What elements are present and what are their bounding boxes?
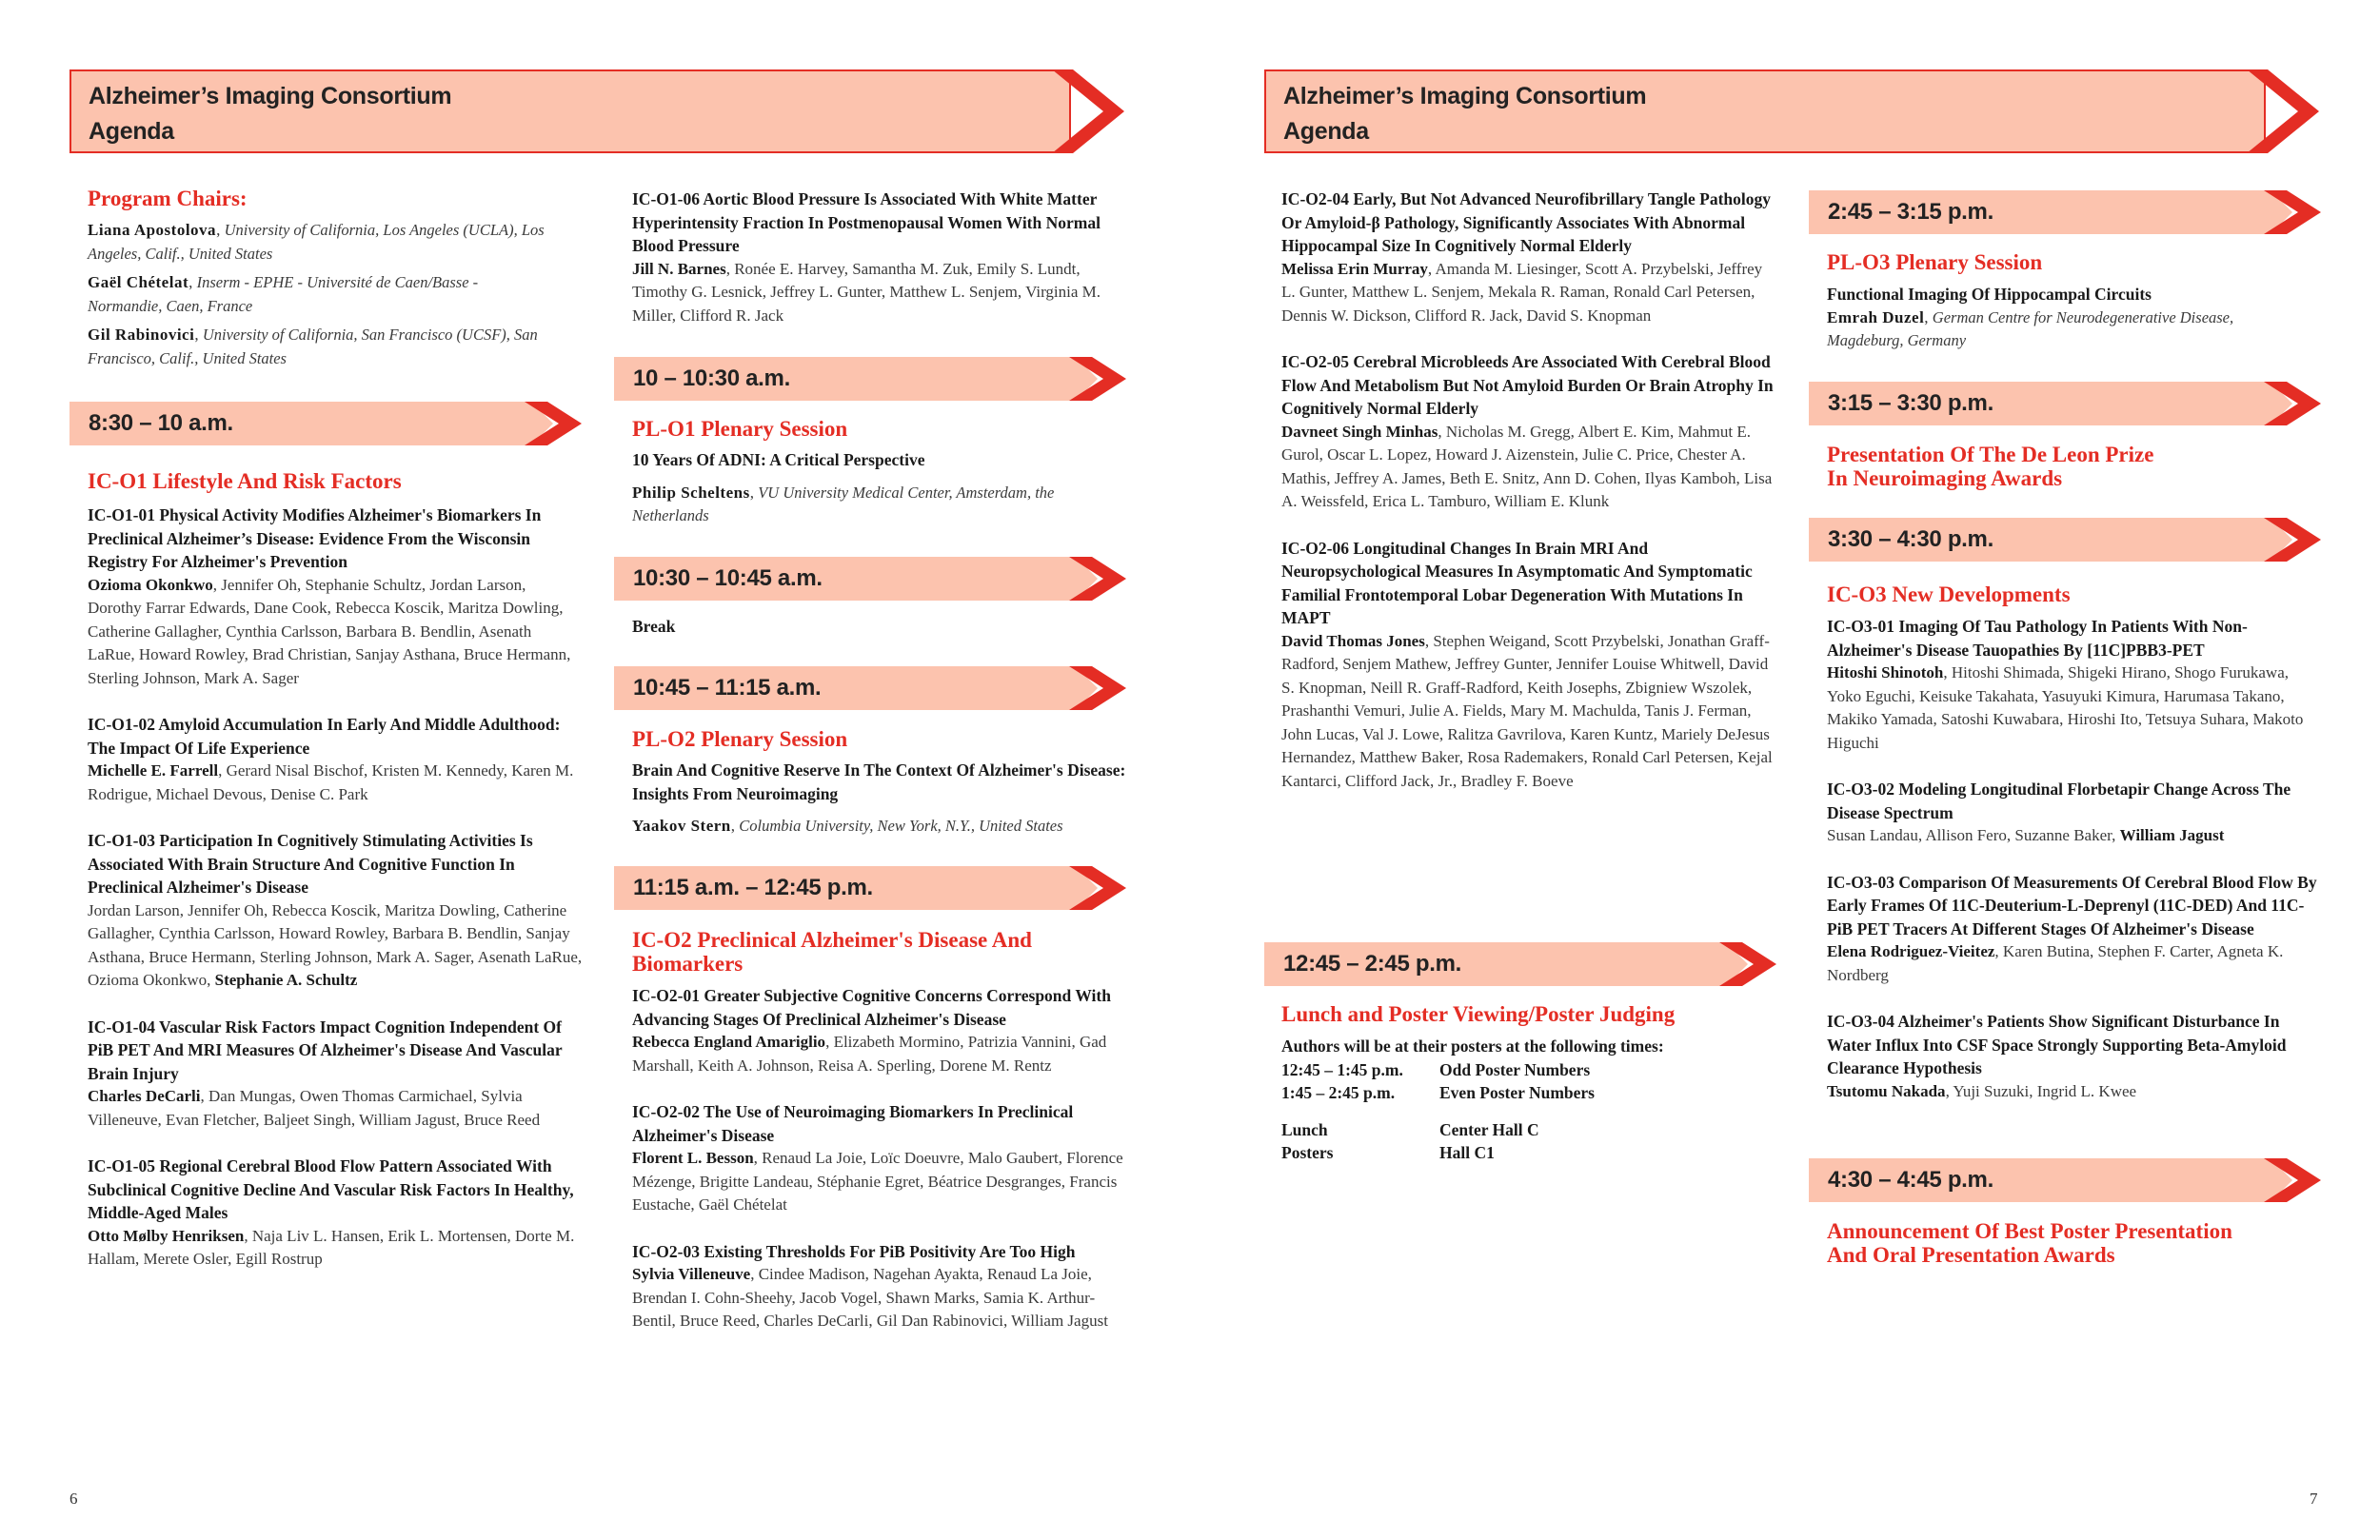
table-row: [1281, 1105, 1595, 1142]
ic02-continued: [1281, 188, 1776, 793]
presenter-name: Sylvia Villeneuve: [632, 1265, 751, 1283]
table-row: [1281, 1141, 1595, 1165]
presenter-name: Jill N. Barnes: [632, 259, 726, 278]
coauthors: Jordan Larson, Jennifer Oh, Rebecca Koscik, Maritza Dowling, Catherine Gallagher, Cynthia Carlsson, Howard Rowley, Barbara B. Bendlin, Sanjay Asthana, Bruce Hermann, Sterling Johnson, Mark A. Sager, Asenath LaRue, Ozioma Okonkwo,: [88, 900, 583, 989]
abstract-authors: [1281, 630, 1776, 794]
plenary-title: Brain And Cognitive Reserve In The Context Of Alzheimer's Disease: Insights From Neuroimaging: [632, 760, 1126, 803]
ic01-block: [88, 469, 583, 1272]
abstract-item: [1827, 615, 2322, 755]
coauthors: , Naja Liv L. Hansen, Erik L. Mortensen, Dorte M. Hallam, Merete Osler, Egill Rostrup: [88, 1226, 575, 1268]
abstract-authors: [88, 1225, 583, 1272]
speaker-affiliation: VU University Medical Center, Amsterdam, the Netherlands: [632, 483, 1055, 524]
speaker-separator: ,: [1924, 307, 1933, 326]
coauthors: , Karen Butina, Stephen F. Carter, Agneta K. Nordberg: [1827, 942, 2284, 984]
coauthors: , Dan Mungas, Owen Thomas Carmichael, Sylvia Villeneuve, Evan Fletcher, Baljeet Singh, William Jagust, Bruce Reed: [88, 1087, 541, 1129]
table-cell: Lunch: [1281, 1119, 1328, 1139]
speaker-name: Philip Scheltens: [632, 483, 750, 502]
speaker-separator: ,: [749, 483, 759, 502]
time-bar-330: [1809, 518, 2323, 562]
time-label: 4:30 – 4:45 p.m.: [1828, 1167, 1993, 1193]
header-title-line2: Agenda: [89, 118, 174, 145]
pl02-block: [632, 727, 1127, 839]
presenter-name: Elena Rodriguez-Vieitez: [1827, 942, 1995, 960]
time-bar-1115: [614, 866, 1128, 910]
coauthors: , Cindee Madison, Nagehan Ayakta, Renaud La Joie, Brendan I. Cohn-Sheehy, Jacob Vogel, Shawn Marks, Samia K. Arthur-Bentil, Bruce Reed, Charles DeCarli, Gil Dan Rabinovici, William Jagust: [632, 1265, 1108, 1330]
deleon-prize-heading: [1827, 443, 2153, 490]
abstract-authors: [1827, 824, 2322, 848]
table-cell: Even Poster Numbers: [1439, 1083, 1595, 1102]
table-cell: Odd Poster Numbers: [1439, 1059, 1591, 1079]
presenter-name: Hitoshi Shinotoh: [1827, 663, 1944, 681]
page-header-banner: [69, 69, 1126, 153]
chair-separator: ,: [188, 273, 197, 291]
page-header-banner: [1264, 69, 2321, 153]
chair-separator: ,: [216, 221, 225, 239]
time-label: 10:45 – 11:15 a.m.: [633, 675, 822, 701]
speaker-affiliation: Columbia University, New York, N.Y., United States: [739, 817, 1063, 835]
time-bar-1245: [1264, 942, 1778, 986]
plenary-title: Functional Imaging Of Hippocampal Circuits: [1827, 285, 2152, 304]
time-bar-315: [1809, 382, 2323, 425]
abstract-authors: [1281, 258, 1776, 328]
table-cell: Hall C1: [1439, 1143, 1495, 1162]
abstract-item: [1281, 188, 1776, 327]
session-heading: IC-O1 Lifestyle And Risk Factors: [88, 469, 402, 493]
abstract-item: [88, 829, 583, 993]
announcement-line2: And Oral Presentation Awards: [1827, 1243, 2115, 1267]
deleon-line1: Presentation Of The De Leon Prize: [1827, 443, 2154, 466]
abstract-authors: [88, 760, 583, 806]
speaker-name: Yaakov Stern: [632, 817, 731, 835]
presenter-name: Ozioma Okonkwo: [88, 575, 213, 594]
table-cell: 1:45 – 2:45 p.m.: [1281, 1083, 1396, 1102]
abstract-item: [88, 713, 583, 806]
presenter-name: Davneet Singh Minhas: [1281, 422, 1438, 441]
abstract-title: IC-O1-03 Participation In Cognitively Stimulating Activities Is Associated With Brain Structure And Cognitive Function In Preclinical Alzheimer's Disease: [88, 831, 533, 897]
chair-affiliation: Inserm - EPHE - Université de Caen/Basse - Normandie, Caen, France: [88, 273, 479, 315]
coauthors: , Stephen Weigand, Scott Przybelski, Jonathan Graff-Radford, Senjem Mathew, Jeffrey Gunter, Jennifer Louise Whitwell, David S. Knopman, Neill R. Graff-Radford, Keith Josephs, Zbigniew Wszolek, Prashanthi Vemuri, Julie A. Fields, Mary M. Machulda, Tanis J. Ferman, John Lucas, Val J. Lowe, Ralitza Gavrilova, Karen Kuntz, Mariely DeJesus Hernandez, Matthew Baker, Rosa Rademakers, Ronald Carl Petersen, Kejal Kantarci, Clifford Jack, Jr., Bradley F. Boeve: [1281, 631, 1773, 790]
abstract-authors: [1827, 661, 2322, 755]
session-heading: PL-O1 Plenary Session: [632, 417, 848, 441]
presenter-name: Charles DeCarli: [88, 1087, 201, 1105]
time-label: 3:30 – 4:30 p.m.: [1828, 526, 1993, 552]
announcement-heading: [1827, 1219, 2232, 1267]
coauthors: , Yuji Suzuki, Ingrid L. Kwee: [1945, 1081, 2137, 1100]
abstract-title: IC-O3-03 Comparison Of Measurements Of Cerebral Blood Flow By Early Frames Of 11C-Deuterium-L-Deprenyl (11C-DED) And 11C-PiB PET Tracers At Different Stages Of Alzheimer's Disease: [1827, 872, 2317, 938]
coauthors: , Gerard Nisal Bischof, Kristen M. Kennedy, Karen M. Rodrigue, Michael Devous, Denise C. Park: [88, 761, 574, 803]
abstract-title: IC-O2-03 Existing Thresholds For PiB Positivity Are Too High: [632, 1241, 1076, 1261]
time-bar-245: [1809, 190, 2323, 234]
abstract-title: IC-O1-06 Aortic Blood Pressure Is Associated With White Matter Hyperintensity Fraction In Postmenopausal Women With Normal Blood Pressure: [632, 189, 1101, 255]
poster-times-table: [1281, 1058, 1595, 1165]
right-page: [1190, 0, 2380, 1540]
abstract-item: [632, 1100, 1127, 1217]
chair-entry: [88, 219, 554, 266]
session-heading: IC-O3 New Developments: [1827, 582, 2071, 606]
speaker-name: Emrah Duzel: [1827, 307, 1925, 326]
speaker-affiliation: German Centre for Neurodegenerative Disease, Magdeburg, Germany: [1827, 307, 2234, 349]
lunch-block: [1281, 1002, 1776, 1165]
abstract-item: [1281, 350, 1776, 514]
coauthors: , Jennifer Oh, Stephanie Schultz, Jordan Larson, Dorothy Farrar Edwards, Dane Cook, Rebecca Koscik, Maritza Dowling, Catherine Gallagher, Cynthia Carlsson, Barbara B. Bendlin, Asenath LaRue, Howard Rowley, Brad Christian, Sanjay Asthana, Bruce Hermann, Sterling Johnson, Mark A. Sager: [88, 575, 571, 687]
table-row: [1281, 1081, 1595, 1105]
time-label: 3:15 – 3:30 p.m.: [1828, 390, 1993, 416]
presenter-name: David Thomas Jones: [1281, 631, 1425, 650]
header-title-line1: Alzheimer’s Imaging Consortium: [1283, 83, 1647, 109]
time-bar-1045: [614, 666, 1128, 710]
plenary-speaker: [1827, 306, 2293, 353]
abstract-authors: [632, 1031, 1127, 1077]
abstract-item: [632, 1240, 1127, 1333]
presenter-name: Rebecca England Amariglio: [632, 1033, 826, 1051]
table-cell: Center Hall C: [1439, 1119, 1539, 1139]
coauthors: , Nicholas M. Gregg, Albert E. Kim, Mahmut E. Gurol, Oscar L. Lopez, Howard J. Aizenstein, Julie C. Price, Chester A. Mathis, Jeffrey A. James, Beth E. Snitz, Ann D. Cohen, Ilyas Kamboh, Lisa A. Weissfeld, Erica L. Tamburo, William E. Klunk: [1281, 422, 1773, 510]
abstract-authors: [632, 1263, 1127, 1333]
page-number: 6: [69, 1490, 78, 1508]
abstract-title: IC-O2-02 The Use of Neuroimaging Biomarkers In Preclinical Alzheimer's Disease: [632, 1102, 1074, 1145]
abstract-authors: [88, 899, 583, 993]
abstract-title: IC-O1-01 Physical Activity Modifies Alzheimer's Biomarkers In Preclinical Alzheimer’s Disease: Evidence From the Wisconsin Registry For Alzheimer's Prevention: [88, 505, 542, 571]
time-label: 10:30 – 10:45 a.m.: [633, 565, 823, 591]
abstract-title: IC-O3-02 Modeling Longitudinal Florbetapir Change Across The Disease Spectrum: [1827, 780, 2291, 822]
page-number: 7: [2310, 1490, 2318, 1508]
abstract-title: IC-O1-02 Amyloid Accumulation In Early And Middle Adulthood: The Impact Of Life Experience: [88, 715, 561, 758]
time-bar-1030: [614, 557, 1128, 601]
abstract-item: [88, 503, 583, 690]
abstract-item: [632, 188, 1127, 327]
abstract-authors: [632, 258, 1127, 328]
abstract-authors: [1281, 421, 1776, 514]
poster-intro: Authors will be at their posters at the following times:: [1281, 1037, 1664, 1056]
break-label: Break: [632, 617, 676, 636]
abstract-item: [1827, 871, 2322, 988]
abstract-title: IC-O2-01 Greater Subjective Cognitive Concerns Correspond With Advancing Stages Of Preclinical Alzheimer's Disease: [632, 986, 1111, 1029]
header-title: [1283, 79, 1646, 149]
plenary-speaker: [632, 815, 1127, 839]
presenter-name: Florent L. Besson: [632, 1149, 754, 1167]
header-title-line2: Agenda: [1283, 118, 1369, 145]
session-heading: PL-O3 Plenary Session: [1827, 250, 2043, 274]
ic02-block: [632, 928, 1127, 1333]
abstract-authors: [88, 1085, 583, 1132]
deleon-line2: In Neuroimaging Awards: [1827, 466, 2063, 490]
coauthors: Susan Landau, Allison Fero, Suzanne Baker,: [1827, 826, 2120, 844]
chair-affiliation: University of California, San Francisco (UCSF), San Francisco, Calif., United States: [88, 326, 538, 367]
session-heading: IC-O2 Preclinical Alzheimer's Disease And Biomarkers: [632, 928, 1032, 976]
abstract-title: IC-O2-04 Early, But Not Advanced Neurofibrillary Tangle Pathology Or Amyloid-β Pathology, Significantly Associates With Abnormal Hippocampal Size In Cognitively Normal Elderly: [1281, 189, 1772, 255]
time-bar-430: [1809, 1158, 2323, 1202]
coauthors: , Hitoshi Shimada, Shigeki Hirano, Shogo Furukawa, Yoko Eguchi, Keisuke Takahata, Yasuyuki Kimura, Harumasa Takano, Makiko Yamada, Satoshi Kuwabara, Hiroshi Ito, Tetsuya Suhara, Makoto Higuchi: [1827, 663, 2304, 752]
abstract-item: [1281, 537, 1776, 794]
coauthors: , Renaud La Joie, Loïc Doeuvre, Malo Gaubert, Florence Mézenge, Brigitte Landeau, Stéphanie Egret, Béatrice Desgranges, Francis Eustache, Gaël Chételat: [632, 1149, 1123, 1214]
presenter-name: Otto Mølby Henriksen: [88, 1226, 245, 1245]
abstract-authors: [632, 1147, 1127, 1217]
presenter-name: William Jagust: [2119, 826, 2225, 844]
coauthors: , Ronée E. Harvey, Samantha M. Zuk, Emily S. Lundt, Timothy G. Lesnick, Jeffrey L. Gunter, Matthew L. Senjem, Virginia M. Miller, Clifford R. Jack: [632, 259, 1101, 325]
pl01-block: [632, 417, 1127, 528]
chair-separator: ,: [194, 326, 203, 344]
session-heading: Lunch and Poster Viewing/Poster Judging: [1281, 1002, 1676, 1026]
table-cell: 12:45 – 1:45 p.m.: [1281, 1059, 1403, 1079]
program-chairs-heading: Program Chairs:: [88, 187, 248, 210]
abstract-item: [1827, 1010, 2322, 1103]
chair-entry: [88, 271, 554, 318]
header-title: [89, 79, 451, 149]
session-heading: PL-O2 Plenary Session: [632, 727, 848, 751]
abstract-item: [88, 1155, 583, 1272]
abstract-title: IC-O3-04 Alzheimer's Patients Show Significant Disturbance In Water Influx Into CSF Space Strongly Supporting Beta-Amyloid Clearance Hypothesis: [1827, 1012, 2287, 1077]
time-label: 8:30 – 10 a.m.: [89, 410, 233, 436]
coauthors: , Elizabeth Mormino, Patrizia Vannini, Gad Marshall, Keith A. Johnson, Reisa A. Sperling, Dorene M. Rentz: [632, 1033, 1107, 1075]
presenter-name: Tsutomu Nakada: [1827, 1081, 1946, 1100]
chair-name: Gil Rabinovici: [88, 326, 195, 344]
plenary-speaker: [632, 482, 1089, 528]
chair-entry: [88, 324, 554, 370]
abstract-title: IC-O1-05 Regional Cerebral Blood Flow Pattern Associated With Subclinical Cognitive Decline And Vascular Risk Factors In Healthy, Middle-Aged Males: [88, 1156, 574, 1222]
abstract-title: IC-O1-04 Vascular Risk Factors Impact Cognition Independent Of PiB PET And MRI Measures Of Alzheimer's Disease And Vascular Brain Injury: [88, 1017, 563, 1083]
time-label: 2:45 – 3:15 p.m.: [1828, 199, 1993, 225]
abstract-title: IC-O2-06 Longitudinal Changes In Brain MRI And Neuropsychological Measures In Asymptomatic And Symptomatic Familial Frontotemporal Lobar Degeneration With Mutations In MAPT: [1281, 538, 1753, 627]
chair-name: Liana Apostolova: [88, 221, 217, 239]
time-bar-830: [69, 402, 584, 445]
header-title-line1: Alzheimer’s Imaging Consortium: [89, 83, 452, 109]
ic03-block: [1827, 582, 2322, 1103]
presenter-name: Stephanie A. Schultz: [214, 971, 358, 989]
presenter-name: Melissa Erin Murray: [1281, 259, 1428, 278]
coauthors: , Amanda M. Liesinger, Scott A. Przybelski, Jeffrey L. Gunter, Matthew L. Senjem, Mekala R. Raman, Ronald Carl Petersen, Dennis W. Dickson, Clifford R. Jack, David S. Knopman: [1281, 259, 1763, 325]
speaker-separator: ,: [730, 817, 740, 835]
abstract-item: [88, 1016, 583, 1133]
presenter-name: Michelle E. Farrell: [88, 761, 219, 780]
time-label: 12:45 – 2:45 p.m.: [1283, 951, 1462, 977]
abstract-authors: [1827, 1080, 2322, 1104]
abstract-item: [1827, 778, 2322, 848]
abstract-authors: [1827, 940, 2322, 987]
time-label: 10 – 10:30 a.m.: [633, 365, 790, 391]
time-label: 11:15 a.m. – 12:45 p.m.: [633, 875, 873, 900]
chair-name: Gaël Chételat: [88, 273, 189, 291]
announcement-line1: Announcement Of Best Poster Presentation: [1827, 1219, 2232, 1243]
abstract-authors: [88, 574, 583, 691]
time-bar-1000: [614, 357, 1128, 401]
abstract-item: [632, 984, 1127, 1077]
abstract-title: IC-O3-01 Imaging Of Tau Pathology In Patients With Non-Alzheimer's Disease Tauopathies By [11C]PBB3-PET: [1827, 617, 2248, 660]
table-row: [1281, 1058, 1595, 1082]
table-cell: Posters: [1281, 1143, 1334, 1162]
plenary-title: 10 Years Of ADNI: A Critical Perspective: [632, 450, 925, 469]
abstract-title: IC-O2-05 Cerebral Microbleeds Are Associated With Cerebral Blood Flow And Metabolism But Not Amyloid Burden Or Brain Atrophy In Cognitively Normal Elderly: [1281, 352, 1774, 418]
program-chairs-section: [88, 187, 583, 370]
pl03-block: [1827, 250, 2322, 353]
chair-affiliation: University of California, Los Angeles (UCLA), Los Angeles, Calif., United States: [88, 221, 545, 263]
